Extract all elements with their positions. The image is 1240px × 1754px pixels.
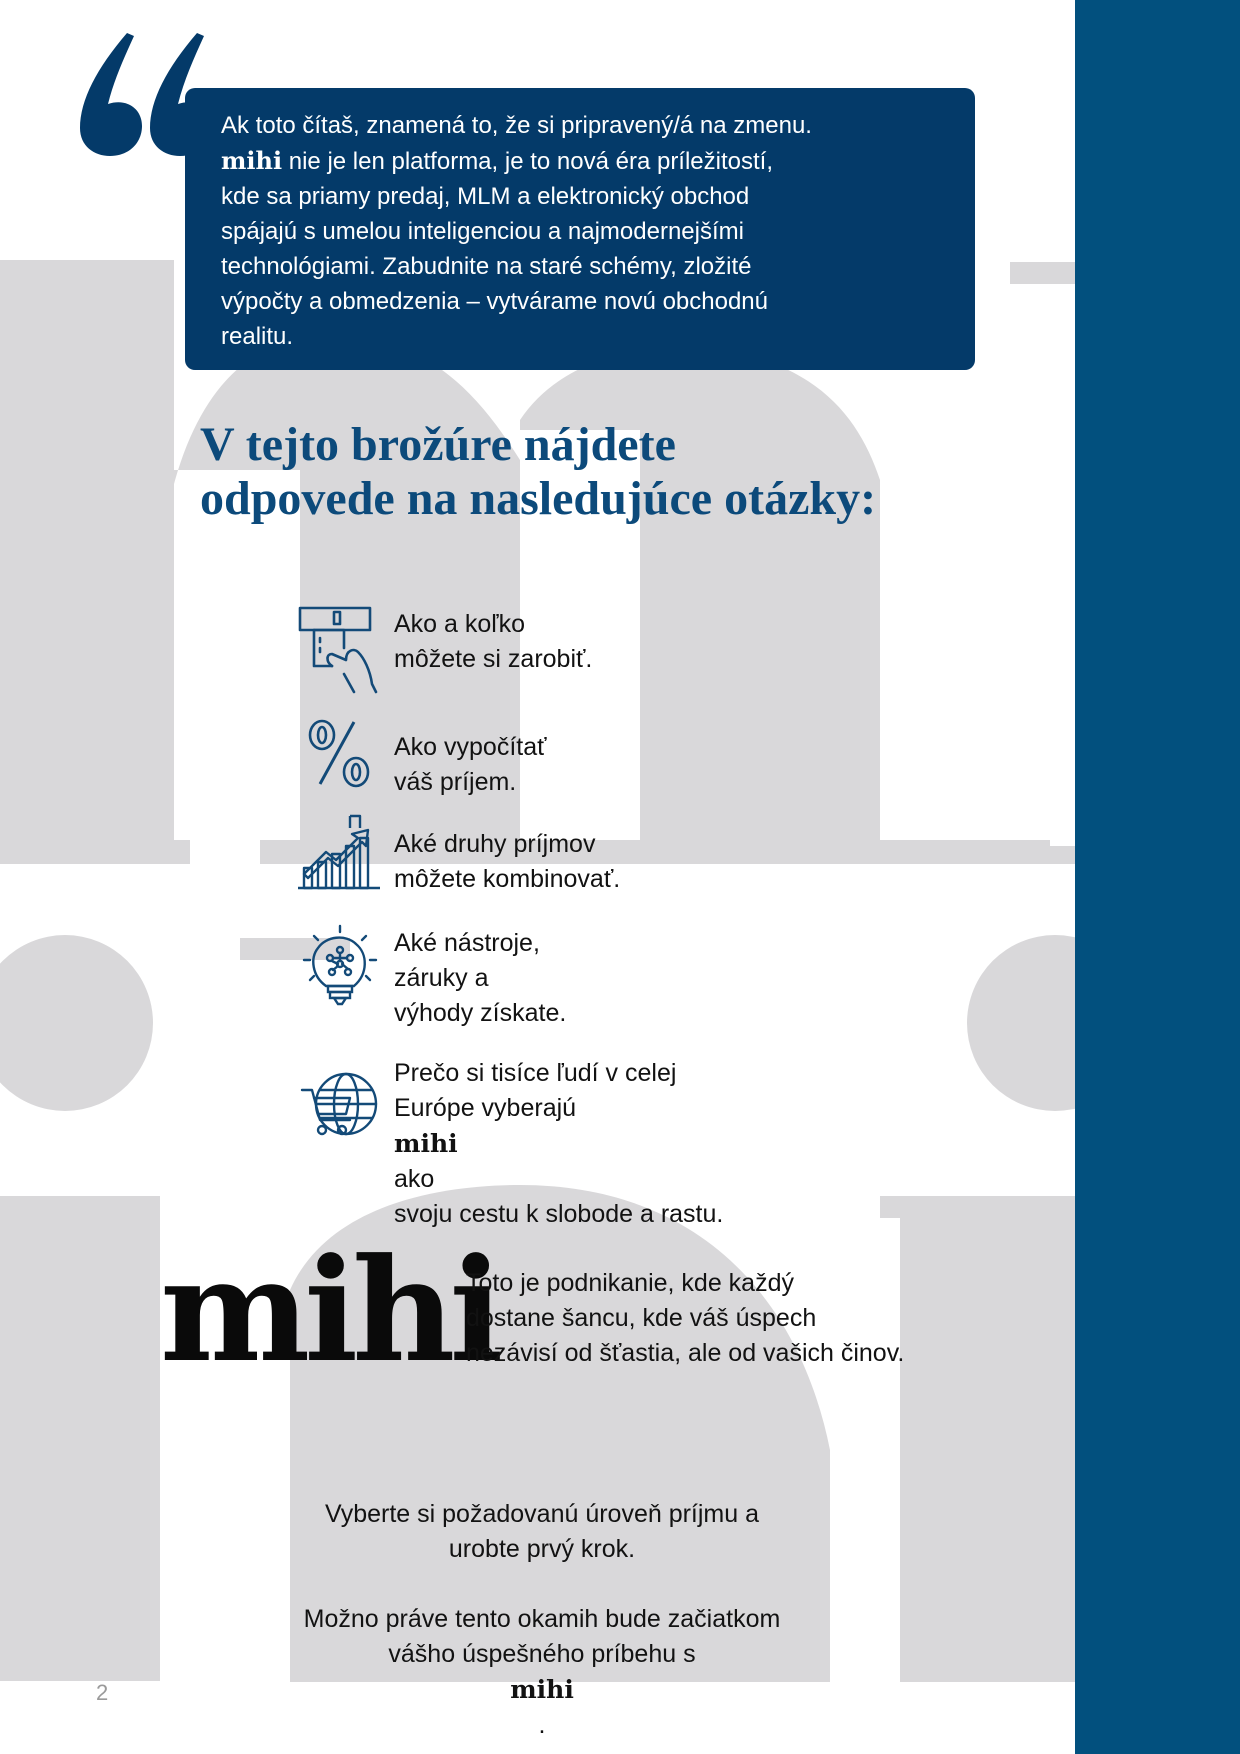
- lightbulb-icon: [302, 924, 378, 1010]
- question-text: [394, 926, 566, 1031]
- question-text: [394, 607, 592, 677]
- cta-line-part: vášho úspešného príbehu s: [388, 1640, 696, 1668]
- growth-chart-icon: [296, 814, 382, 892]
- brand-name: mihi: [221, 146, 283, 175]
- call-to-action: [230, 1497, 854, 1567]
- question-line: Aké nástroje,: [394, 929, 540, 957]
- tagline: [466, 1266, 904, 1371]
- question-text: [394, 1056, 723, 1232]
- intro-quote-box: [185, 88, 975, 370]
- intro-line: výpočty a obmedzenia – vytvárame novú obchodnú: [221, 288, 768, 315]
- question-text: [394, 827, 620, 897]
- section-heading: [200, 418, 960, 526]
- globe-cart-icon: [300, 1070, 382, 1140]
- cta-line-part: .: [538, 1711, 546, 1739]
- card-payment-icon: [296, 604, 382, 696]
- page-number: 2: [96, 1680, 109, 1705]
- cta-line: [230, 1637, 854, 1743]
- question-line-part: Európe vyberajú: [394, 1094, 577, 1122]
- mihi-logo: mihi: [160, 1228, 498, 1394]
- intro-line: spájajú s umelou inteligenciou a najmodernejšími: [221, 218, 744, 245]
- question-line: Aké druhy príjmov: [394, 830, 596, 858]
- question-line: [394, 1091, 723, 1197]
- intro-line: nie je len platforma, je to nová éra príležitostí,: [288, 148, 774, 175]
- question-line-part: ako: [394, 1165, 435, 1193]
- right-sidebar-band: [1075, 0, 1240, 1754]
- question-text: [394, 730, 547, 800]
- percent-icon: [306, 718, 372, 788]
- question-line: váš príjem.: [394, 768, 517, 796]
- question-line: môžete si zarobiť.: [394, 645, 593, 673]
- question-line: svoju cestu k slobode a rastu.: [394, 1200, 724, 1228]
- question-line: výhody získate.: [394, 999, 567, 1027]
- intro-line: Ak toto čítaš, znamená to, že si pripravený/á na zmenu.: [221, 112, 812, 139]
- intro-line: technológiami. Zabudnite na staré schémy, zložité: [221, 253, 752, 280]
- intro-line: realitu.: [221, 323, 294, 350]
- cta-line: Vyberte si požadovanú úroveň príjmu a: [324, 1500, 760, 1528]
- tagline-line: Toto je podnikanie, kde každý: [466, 1269, 794, 1297]
- question-line: môžete kombinovať.: [394, 865, 621, 893]
- question-line: Prečo si tisíce ľudí v celej: [394, 1059, 677, 1087]
- cta-line: Možno práve tento okamih bude začiatkom: [303, 1605, 781, 1633]
- heading-line: odpovede na nasledujúce otázky:: [200, 472, 877, 525]
- brand-name: mihi: [394, 1129, 458, 1158]
- question-line: záruky a: [394, 964, 489, 992]
- question-line: Ako vypočítať: [394, 733, 547, 761]
- intro-line: kde sa priamy predaj, MLM a elektronický obchod: [221, 183, 750, 210]
- brand-name: mihi: [510, 1675, 574, 1704]
- cta-line: urobte prvý krok.: [448, 1535, 636, 1563]
- tagline-line: dostane šancu, kde váš úspech: [466, 1304, 817, 1332]
- closing-text: [230, 1602, 854, 1743]
- tagline-line: nezávisí od šťastia, ale od vašich činov.: [466, 1339, 905, 1367]
- heading-line: V tejto brožúre nájdete: [200, 418, 676, 471]
- question-line: Ako a koľko: [394, 610, 525, 638]
- intro-text: [221, 108, 919, 354]
